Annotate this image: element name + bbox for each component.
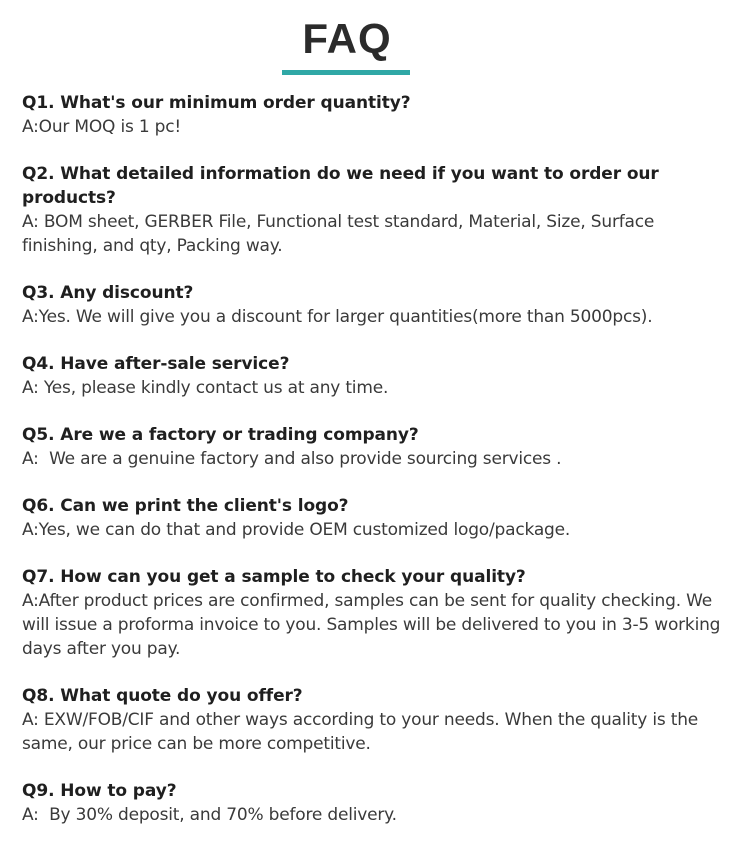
faq-question: Q1. What's our minimum order quantity? (22, 93, 411, 113)
faq-answer: A: Yes, please kindly contact us at any time. (22, 378, 389, 398)
faq-answer: A: EXW/FOB/CIF and other ways according to your needs. When the quality is the same, our price can be more competitive. (22, 710, 704, 754)
faq-answer: A:Yes. We will give you a discount for larger quantities(more than 5000pcs). (22, 307, 653, 327)
faq-answer: A: BOM sheet, GERBER File, Functional test standard, Material, Size, Surface finishing, and qty, Packing way. (22, 212, 660, 256)
faq-answer: A:Our MOQ is 1 pc! (22, 117, 181, 137)
faq-item-7 (22, 565, 734, 661)
faq-answer: A: By 30% deposit, and 70% before delivery. (22, 805, 397, 825)
faq-question: Q9. How to pay? (22, 781, 177, 801)
faq-item-2 (22, 162, 734, 258)
faq-list (22, 91, 734, 850)
faq-item-3 (22, 281, 734, 329)
faq-item-1 (22, 91, 734, 139)
faq-question: Q3. Any discount? (22, 283, 194, 303)
faq-answer: A:After product prices are confirmed, samples can be sent for quality checking. We will issue a proforma invoice to you. Samples will be delivered to you in 3-5 working days after you pay. (22, 591, 726, 659)
page-title: FAQ (302, 15, 392, 62)
faq-item-5 (22, 423, 734, 471)
faq-question: Q6. Can we print the client's logo? (22, 496, 349, 516)
faq-item-9 (22, 779, 734, 827)
faq-answer: A: We are a genuine factory and also provide sourcing services . (22, 449, 562, 469)
faq-item-8 (22, 684, 734, 756)
faq-answer: A:Yes, we can do that and provide OEM customized logo/package. (22, 520, 571, 540)
title-underline (282, 70, 410, 75)
faq-question: Q2. What detailed information do we need if you want to order our products? (22, 164, 659, 208)
faq-question: Q7. How can you get a sample to check your quality? (22, 567, 526, 587)
page-header (0, 0, 750, 80)
faq-item-4 (22, 352, 734, 400)
faq-question: Q8. What quote do you offer? (22, 686, 303, 706)
faq-item-6 (22, 494, 734, 542)
faq-question: Q4. Have after-sale service? (22, 354, 290, 374)
faq-question: Q5. Are we a factory or trading company? (22, 425, 419, 445)
